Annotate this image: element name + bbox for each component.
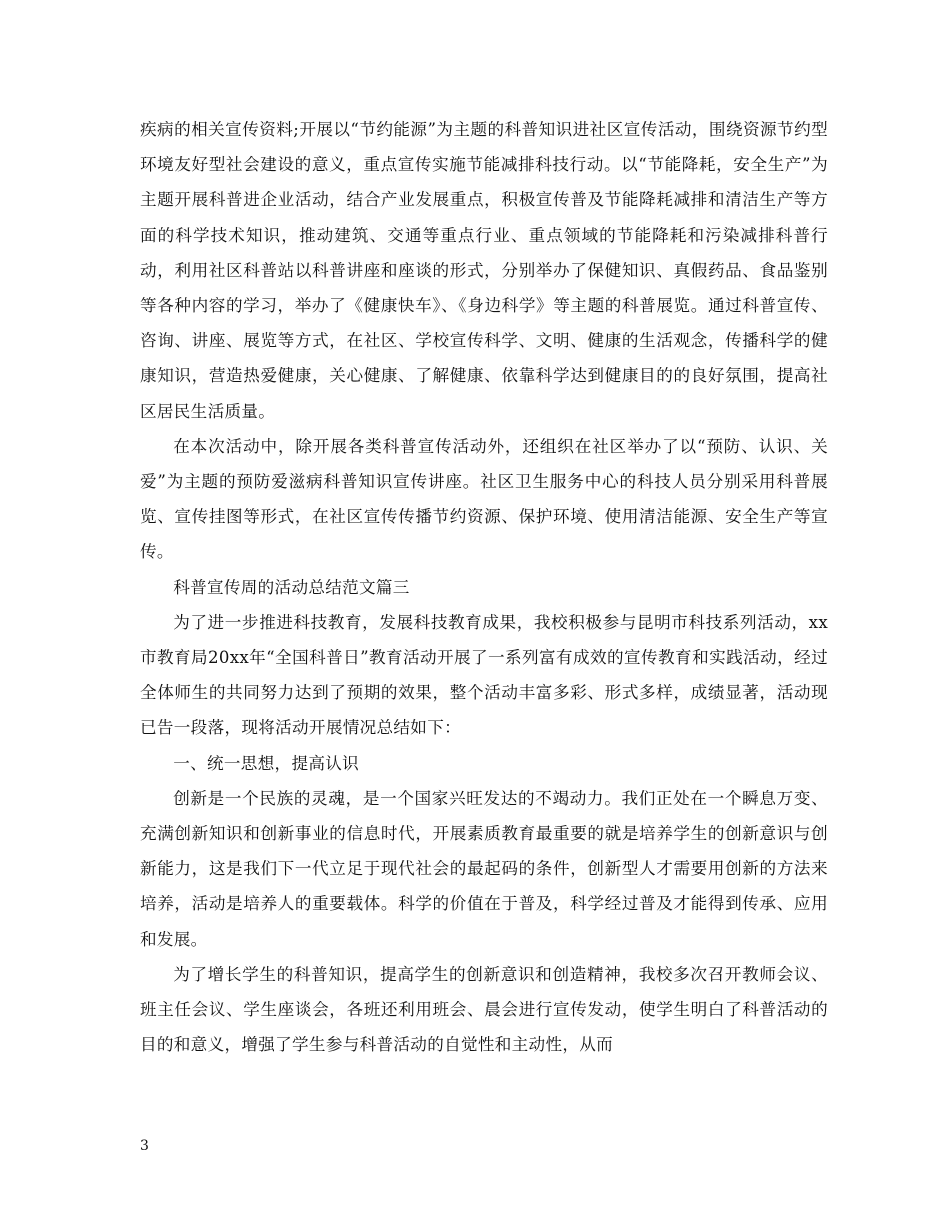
section-heading-part-three: 科普宣传周的活动总结范文篇三 <box>173 577 410 597</box>
page-number: 3 <box>140 1138 149 1154</box>
paragraph-introduction: 为了进一步推进科技教育，发展科技教育成果，我校积极参与昆明市科技系列活动，xx市教育局20xx年“全国科普日”教育活动开展了一系列富有成效的宣传教育和实践活动，经过全体师生的共同努力达到了预期的效果，整个活动丰富多彩、形式多样，成绩显著，活动现已告一段落，现将活动开展情况总结如下： <box>140 612 828 738</box>
subheading-unify-thinking: 一、统一思想，提高认识 <box>173 753 360 773</box>
paragraph-innovation: 创新是一个民族的灵魂，是一个国家兴旺发达的不竭动力。我们正处在一个瞬息万变、充满创新知识和创新事业的信息时代，开展素质教育最重要的就是培养学生的创新意识与创新能力，这是我们下一代立足于现代社会的最起码的条件，创新型人才需要用创新的方法来培养，活动是培养人的重要载体。科学的价值在于普及，科学经过普及才能得到传承、应用和发展。 <box>140 788 828 949</box>
paragraph-continuation: 疾病的相关宣传资料;开展以“节约能源”为主题的科普知识进社区宣传活动，围绕资源节约型环境友好型社会建设的意义，重点宣传实施节能减排科技行动。以“节能降耗，安全生产”为主题开展科普进企业活动，结合产业发展重点，积极宣传普及节能降耗减排和清洁生产等方面的科学技术知识，推动建筑、交通等重点行业、重点领域的节能降耗和污染减排科普行动，利用社区科普站以科普讲座和座谈的形式，分别举办了保健知识、真假药品、食品鉴别等各种内容的学习，举办了《健康快车》、《身边科学》等主题的科普展览。通过科普宣传、咨询、讲座、展览等方式，在社区、学校宣传科学、文明、健康的生活观念，传播科学的健康知识，营造热爱健康，关心健康、了解健康、依靠科学达到健康目的的良好氛围，提高社区居民生活质量。 <box>140 120 828 421</box>
document-body <box>140 112 828 1062</box>
paragraph-school-meetings: 为了增长学生的科普知识，提高学生的创新意识和创造精神，我校多次召开教师会议、班主任会议、学生座谈会，各班还利用班会、晨会进行宣传发动，使学生明白了科普活动的目的和意义，增强了学生参与科普活动的自觉性和主动性，从而 <box>140 964 828 1055</box>
paragraph-aids-lecture: 在本次活动中，除开展各类科普宣传活动外，还组织在社区举办了以“预防、认识、关爱”为主题的预防爱滋病科普知识宣传讲座。社区卫生服务中心的科技人员分别采用科普展览、宣传挂图等形式，在社区宣传传播节约资源、保护环境、使用清洁能源、安全生产等宣传。 <box>140 436 828 562</box>
